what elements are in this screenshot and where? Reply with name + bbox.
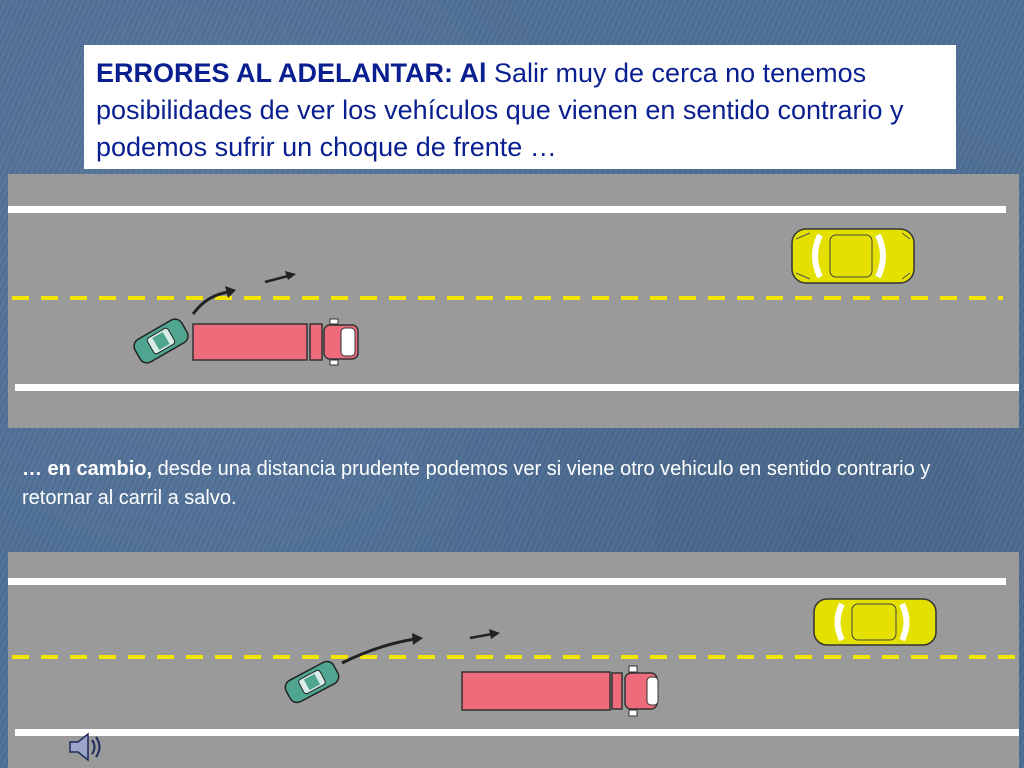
road-bottom-drawing [8, 552, 1019, 768]
edge-line-bottom [15, 729, 1019, 736]
caption-bold: … en cambio, [22, 458, 153, 480]
truck [193, 319, 358, 365]
edge-line-top [8, 578, 1006, 585]
yellow-car [814, 599, 936, 645]
speaker-icon-drawing [66, 730, 106, 764]
title-bold: ERRORES AL ADELANTAR: Al [96, 58, 487, 88]
straight-arrow [470, 634, 492, 638]
caption [22, 455, 1002, 513]
curved-arrow [342, 639, 415, 663]
yellow-car [792, 229, 914, 283]
title-text: Salir muy de cerca no tenemos posibilidades de ver los vehículos que vienen en sentido contrario y podemos sufrir un choque de frente … [96, 58, 904, 162]
title-box [84, 45, 956, 169]
green-car [131, 316, 191, 366]
caption-text: desde una distancia prudente podemos ver si viene otro vehiculo en sentido contrario y retornar al carril a salvo. [22, 458, 931, 509]
edge-line-bottom [15, 384, 1019, 391]
road-scene-top [8, 174, 1019, 428]
truck [462, 666, 658, 716]
road-scene-bottom [8, 552, 1019, 768]
road-top-drawing [8, 174, 1019, 428]
speaker-icon[interactable] [66, 730, 106, 764]
green-car [283, 659, 342, 706]
edge-line-top [8, 206, 1006, 213]
curved-arrow [193, 292, 230, 314]
straight-arrow [265, 276, 288, 282]
